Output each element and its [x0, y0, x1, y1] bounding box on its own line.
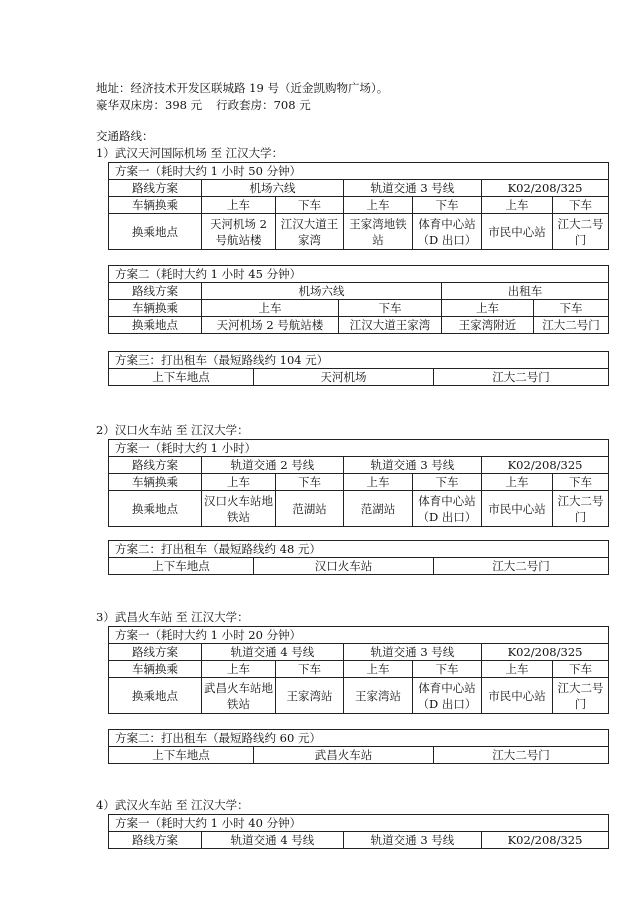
alight-cell: 下车 [339, 300, 442, 317]
place-cell: 江大二号门 [434, 747, 609, 764]
route-table [108, 265, 609, 334]
traffic-title: 交通路线： [96, 129, 154, 143]
place-cell: 武昌火车站地铁站 [202, 678, 276, 714]
board-cell: 上车 [202, 474, 276, 491]
taxi-place-label: 上下车地点 [109, 369, 254, 386]
place-cell: 市民中心站 [482, 678, 553, 714]
alight-cell: 下车 [413, 474, 482, 491]
line-name: 机场六线 [202, 283, 442, 300]
line-name: K02/208/325 [482, 457, 609, 474]
route-heading: 2）汉口火车站 至 江汉大学： [96, 423, 249, 437]
place-cell: 王家湾附近 [442, 317, 534, 334]
place-cell: 江汉大道王家湾 [339, 317, 442, 334]
board-cell: 上车 [482, 197, 553, 214]
route-table [108, 626, 609, 714]
place-cell: 江大二号门 [534, 317, 609, 334]
alight-cell: 下车 [276, 474, 344, 491]
place-label: 换乘地点 [109, 678, 202, 714]
place-cell: 王家湾站 [276, 678, 344, 714]
line-label: 路线方案 [109, 283, 202, 300]
alight-cell: 下车 [553, 197, 609, 214]
board-cell: 上车 [202, 300, 339, 317]
alight-cell: 下车 [276, 661, 344, 678]
alight-cell: 下车 [413, 197, 482, 214]
alight-cell: 下车 [413, 661, 482, 678]
plan-title: 方案三：打出租车（最短路线约 104 元） [109, 352, 609, 369]
place-cell: 市民中心站 [482, 491, 553, 527]
line-name: 轨道交通 4 号线 [202, 832, 344, 849]
place-cell: 天河机场 2 号航站楼 [202, 214, 276, 250]
transfer-label: 车辆换乘 [109, 474, 202, 491]
place-cell: 范湖站 [344, 491, 413, 527]
board-cell: 上车 [482, 661, 553, 678]
line-label: 路线方案 [109, 832, 202, 849]
place-cell: 范湖站 [276, 491, 344, 527]
plan-title: 方案一（耗时大约 1 小时 50 分钟） [109, 163, 609, 180]
route-table [108, 540, 609, 575]
room-exec-price: 行政套房：708 元 [216, 98, 311, 112]
board-cell: 上车 [482, 474, 553, 491]
place-label: 换乘地点 [109, 491, 202, 527]
line-name: 出租车 [442, 283, 609, 300]
plan-title: 方案二：打出租车（最短路线约 60 元） [109, 730, 609, 747]
board-cell: 上车 [344, 197, 413, 214]
alight-cell: 下车 [534, 300, 609, 317]
line-label: 路线方案 [109, 457, 202, 474]
line-name: K02/208/325 [482, 180, 609, 197]
place-cell: 王家湾地铁站 [344, 214, 413, 250]
place-cell: 武昌火车站 [254, 747, 434, 764]
place-cell: 江大二号门 [553, 491, 609, 527]
room-deluxe-price: 豪华双床房：398 元 [96, 98, 203, 112]
route-table [108, 729, 609, 764]
plan-title: 方案二：打出租车（最短路线约 48 元） [109, 541, 609, 558]
line-name: K02/208/325 [482, 644, 609, 661]
place-cell: 江汉大道王家湾 [276, 214, 344, 250]
plan-title: 方案二（耗时大约 1 小时 45 分钟） [109, 266, 609, 283]
plan-title: 方案一（耗时大约 1 小时 20 分钟） [109, 627, 609, 644]
place-cell: 江大二号门 [434, 558, 609, 575]
board-cell: 上车 [344, 661, 413, 678]
line-name: 轨道交通 3 号线 [344, 644, 482, 661]
route-table [108, 162, 609, 250]
board-cell: 上车 [202, 197, 276, 214]
place-cell: 天河机场 2 号航站楼 [202, 317, 339, 334]
line-name: 轨道交通 3 号线 [344, 180, 482, 197]
alight-cell: 下车 [553, 661, 609, 678]
alight-cell: 下车 [553, 474, 609, 491]
line-name: 轨道交通 3 号线 [344, 832, 482, 849]
board-cell: 上车 [344, 474, 413, 491]
line-name: 轨道交通 3 号线 [344, 457, 482, 474]
line-name: 机场六线 [202, 180, 344, 197]
route-table [108, 351, 609, 386]
place-cell: 江大二号门 [434, 369, 609, 386]
board-cell: 上车 [202, 661, 276, 678]
plan-title: 方案一（耗时大约 1 小时 40 分钟） [109, 815, 609, 832]
taxi-place-label: 上下车地点 [109, 558, 254, 575]
address-line: 地址：经济技术开发区联城路 19 号（近金凯购物广场）。 [96, 81, 389, 95]
transfer-label: 车辆换乘 [109, 300, 202, 317]
place-cell: 王家湾站 [344, 678, 413, 714]
route-heading: 1）武汉天河国际机场 至 江汉大学： [96, 146, 284, 160]
plan-title: 方案一（耗时大约 1 小时） [109, 440, 609, 457]
place-cell: 体育中心站（D 出口） [413, 214, 482, 250]
route-table [108, 439, 609, 527]
taxi-place-label: 上下车地点 [109, 747, 254, 764]
line-name: K02/208/325 [482, 832, 609, 849]
route-heading: 4）武汉火车站 至 江汉大学： [96, 798, 249, 812]
line-label: 路线方案 [109, 644, 202, 661]
place-cell: 体育中心站（D 出口） [413, 678, 482, 714]
alight-cell: 下车 [276, 197, 344, 214]
place-cell: 江大二号门 [553, 214, 609, 250]
place-label: 换乘地点 [109, 317, 202, 334]
place-cell: 天河机场 [254, 369, 434, 386]
place-label: 换乘地点 [109, 214, 202, 250]
line-name: 轨道交通 4 号线 [202, 644, 344, 661]
place-cell: 市民中心站 [482, 214, 553, 250]
transfer-label: 车辆换乘 [109, 661, 202, 678]
place-cell: 汉口火车站地铁站 [202, 491, 276, 527]
place-cell: 体育中心站（D 出口） [413, 491, 482, 527]
line-name: 轨道交通 2 号线 [202, 457, 344, 474]
place-cell: 汉口火车站 [254, 558, 434, 575]
place-cell: 江大二号门 [553, 678, 609, 714]
room-price-line [96, 97, 311, 113]
route-heading: 3）武昌火车站 至 江汉大学： [96, 610, 249, 624]
transfer-label: 车辆换乘 [109, 197, 202, 214]
board-cell: 上车 [442, 300, 534, 317]
line-label: 路线方案 [109, 180, 202, 197]
route-table [108, 814, 609, 849]
